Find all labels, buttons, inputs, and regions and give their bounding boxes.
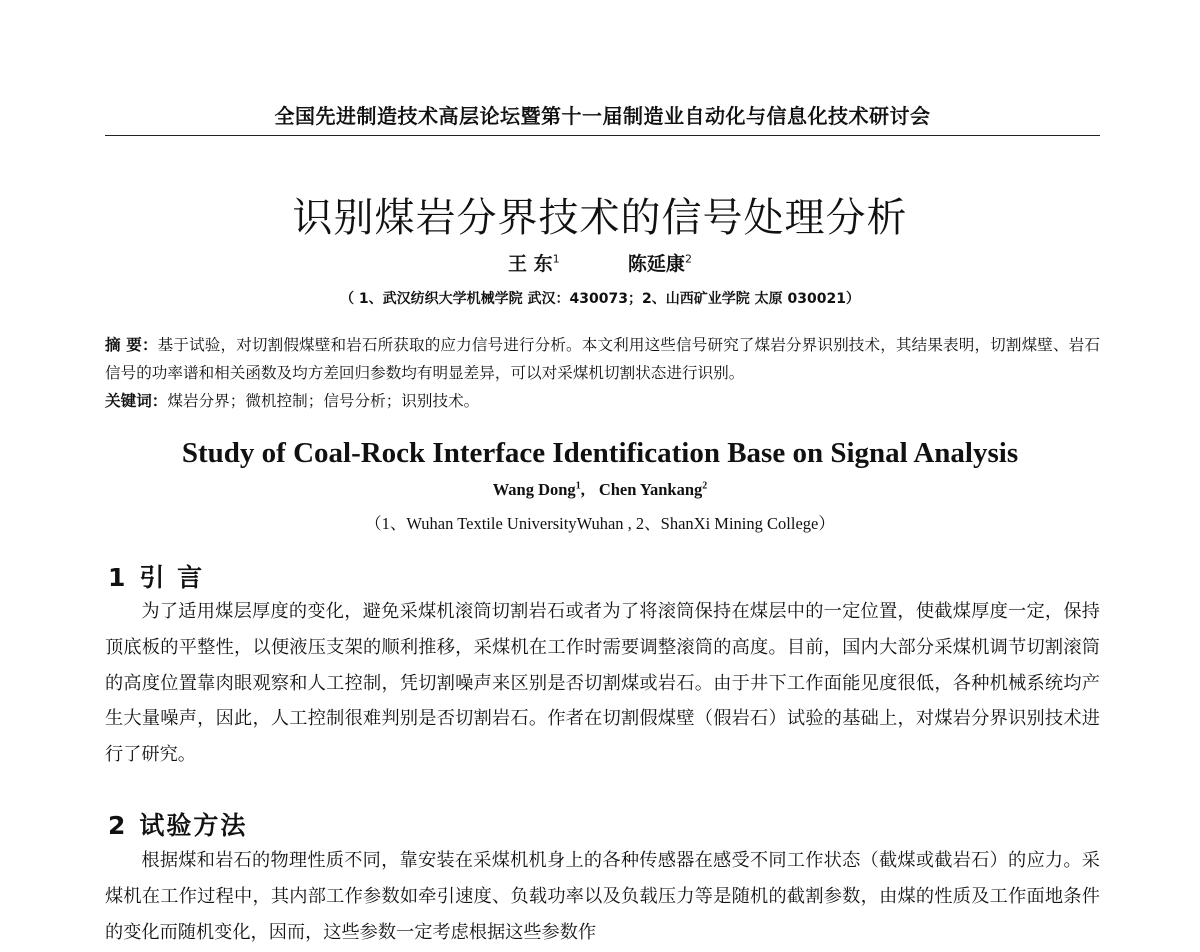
author-name: 陈延康 <box>627 253 685 275</box>
affiliations-english: （1、Wuhan Textile UniversityWuhan , 2、ShanXi Mining College） <box>365 514 835 533</box>
section-heading-introduction <box>108 558 204 594</box>
author-affiliation-marker: 1 <box>575 480 581 492</box>
keywords-paragraph <box>105 387 1100 415</box>
authors-chinese <box>0 249 1200 276</box>
abstract-paragraph <box>105 331 1100 387</box>
affiliations-chinese: （ 1、武汉纺织大学机械学院 武汉：430073；2、山西矿业学院 太原 030021） <box>340 291 860 307</box>
keywords-label: 关键词： <box>105 392 168 410</box>
authors-english: Wang Dong$^1$, Chen Yankang$^2$ <box>492 480 708 499</box>
section-title: 引 言 <box>139 563 205 592</box>
author-name: 王 东 <box>508 253 553 275</box>
section-number: 1 <box>108 563 128 592</box>
author-affiliation-marker: 1 <box>552 252 560 266</box>
abstract-text: 基于试验，对切割假煤壁和岩石所获取的应力信号进行分析。本文利用这些信号研究了煤岩分界识别技术，其结果表明，切割煤壁、岩石信号的功率谱和相关函数及均方差回归参数均有明显差异，可以对采煤机切割状态进行识别。 <box>105 336 1100 382</box>
section-heading-method <box>108 806 247 842</box>
paper-title-chinese: 识别煤岩分界技术的信号处理分析 <box>292 195 908 241</box>
conference-header: 全国先进制造技术高层论坛暨第十一届制造业自动化与信息化技术研讨会 <box>105 100 1100 136</box>
section-title: 试验方法 <box>139 811 248 840</box>
author-name: Chen Yankang <box>598 480 703 499</box>
abstract-block <box>105 331 1100 415</box>
author-affiliation-marker: 2 <box>684 252 692 266</box>
section-number: 2 <box>108 811 128 840</box>
keywords-text: 煤岩分界；微机控制；信号分析；识别技术。 <box>167 392 480 410</box>
body-paragraph: 根据煤和岩石的物理性质不同，靠安装在采煤机机身上的各种传感器在感受不同工作状态（截煤或截岩石）的应力。采煤机在工作过程中，其内部工作参数如牵引速度、负载功率以及负载压力等是随机的截割参数，由煤的性质及工作面地条件的变化而随机变化，因而，这些参数一定考虑根据这些参数作 <box>105 850 1100 943</box>
author-affiliation-marker: 2 <box>702 480 708 492</box>
paper-title-english: Study of Coal-Rock Interface Identification Base on Signal Analysis <box>181 437 1019 469</box>
section-body-introduction <box>105 594 1100 773</box>
section-body-method <box>105 843 1100 950</box>
body-paragraph: 为了适用煤层厚度的变化，避免采煤机滚筒切割岩石或者为了将滚筒保持在煤层中的一定位置，使截煤厚度一定，保持顶底板的平整性，以便液压支架的顺利推移，采煤机在工作时需要调整滚筒的高度。目前，国内大部分采煤机调节切割滚筒的高度位置靠肉眼观察和人工控制，凭切割噪声来区别是否切割煤或岩石。由于井下工作面能见度很低，各种机械系统均产生大量噪声，因此，人工控制很难判别是否切割岩石。作者在切割假煤壁（假岩石）试验的基础上，对煤岩分界识别技术进行了研究。 <box>105 601 1100 766</box>
author-name: Wang Dong <box>492 480 576 499</box>
abstract-label: 摘 要： <box>105 336 158 354</box>
